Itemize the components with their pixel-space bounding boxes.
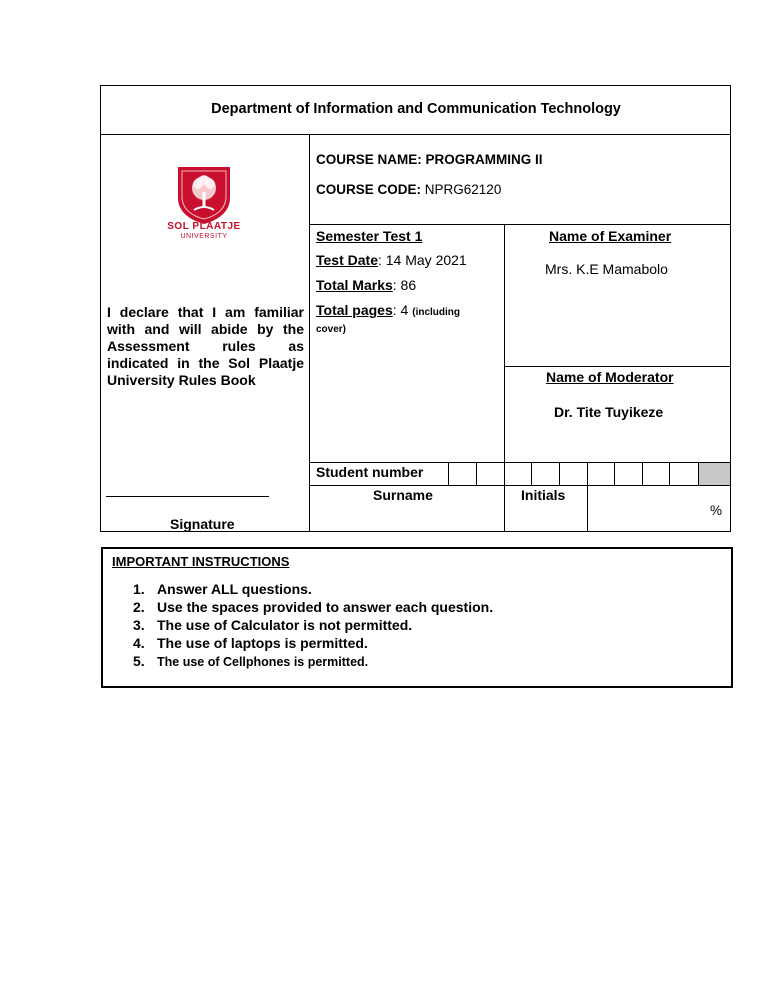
moderator-name: Dr. Tite Tuyikeze (554, 404, 664, 420)
course-code: COURSE CODE: NPRG62120 (316, 182, 502, 197)
course-name: COURSE NAME: PROGRAMMING II (316, 152, 543, 167)
list-item: 2. Use the spaces provided to answer each question. (133, 599, 494, 615)
list-item: 1. Answer ALL questions. (133, 581, 312, 597)
student-number-label: Student number (316, 464, 424, 480)
logo-shield-icon (164, 164, 244, 244)
total-marks: Total Marks: 86 (316, 277, 417, 293)
instructions-title: IMPORTANT INSTRUCTIONS (112, 554, 290, 569)
surname-label: Surname (373, 487, 433, 503)
shaded-cell (699, 463, 730, 485)
initials-label: Initials (521, 487, 566, 503)
total-pages-note: cover) (316, 324, 347, 335)
moderator-label: Name of Moderator (546, 369, 674, 385)
declaration-text: I declare that I am familiar with and will abide by the Assessment rules as indicated in the Sol Plaatje University Rules Book (107, 304, 304, 388)
university-logo (164, 164, 244, 244)
logo-text-line1: SOL PLAATJE (167, 221, 241, 232)
department-title: Department of Information and Communication Technology (211, 101, 621, 117)
logo-text-line2: UNIVERSITY (180, 233, 228, 240)
examiner-name: Mrs. K.E Mamabolo (545, 261, 668, 277)
signature-line (106, 496, 269, 497)
total-pages: Total pages: 4 (including (316, 302, 461, 318)
list-item: 3. The use of Calculator is not permitted. (133, 617, 413, 633)
instructions-list (133, 580, 493, 671)
examiner-label: Name of Examiner (549, 228, 672, 244)
signature-label: Signature (170, 516, 235, 532)
percent-symbol: % (710, 503, 723, 518)
semester-test-title: Semester Test 1 (316, 228, 423, 244)
test-date: Test Date: 14 May 2021 (316, 252, 467, 268)
list-item: 5. The use of Cellphones is permitted. (133, 653, 369, 669)
list-item: 4. The use of laptops is permitted. (133, 635, 368, 651)
